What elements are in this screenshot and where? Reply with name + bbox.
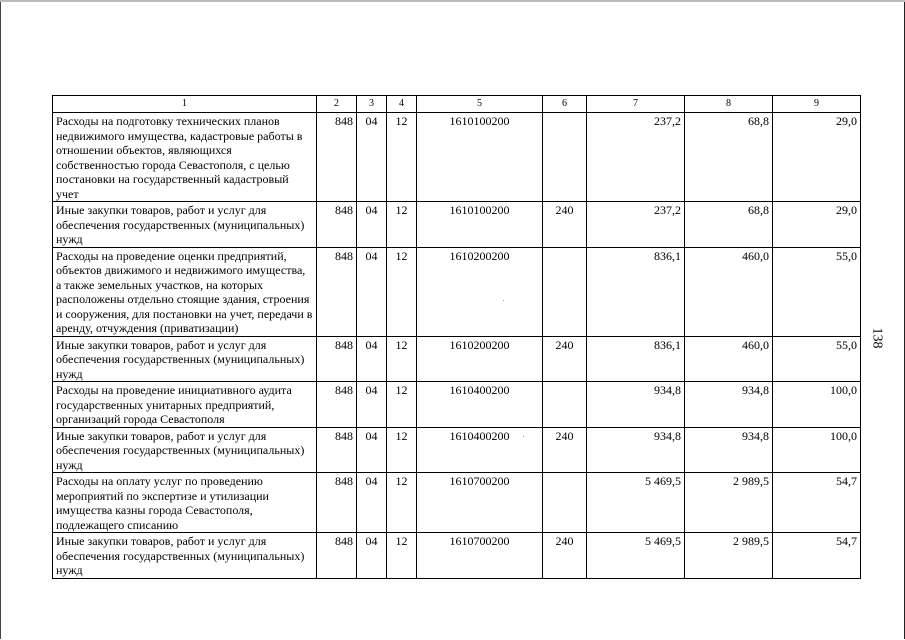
- expense-type-cell: 240: [543, 427, 587, 473]
- actual-amount-cell: 460,0: [685, 247, 773, 336]
- header-cell: 3: [357, 96, 387, 113]
- header-cell: 7: [587, 96, 685, 113]
- table-row: [53, 427, 861, 473]
- code-subsection-cell: 12: [387, 247, 417, 336]
- table-row: [53, 202, 861, 248]
- code-section-cell: 04: [357, 473, 387, 533]
- table-row: [53, 113, 861, 202]
- code-subsection-cell: 12: [387, 427, 417, 473]
- scan-speck: [523, 436, 524, 437]
- code-section-cell: 04: [357, 533, 387, 579]
- row-name-cell: Иные закупки товаров, работ и услуг для обеспечения государственных (муниципальных) нужд: [53, 533, 317, 579]
- row-name-cell: Расходы на оплату услуг по проведению мероприятий по экспертизе и утилизации имущества казны города Севастополя, подлежащего списанию: [53, 473, 317, 533]
- row-name-cell: Расходы на проведение инициативного аудита государственных унитарных предприятий, организаций города Севастополя: [53, 382, 317, 428]
- code-section-cell: 04: [357, 427, 387, 473]
- budget-table: [52, 95, 861, 579]
- code-subsection-cell: 12: [387, 533, 417, 579]
- percent-cell: 100,0: [773, 382, 861, 428]
- plan-amount-cell: 836,1: [587, 336, 685, 382]
- code-admin-cell: 848: [317, 427, 357, 473]
- code-subsection-cell: 12: [387, 336, 417, 382]
- scan-speck: [503, 300, 504, 301]
- actual-amount-cell: 2 989,5: [685, 533, 773, 579]
- actual-amount-cell: 460,0: [685, 336, 773, 382]
- code-section-cell: 04: [357, 382, 387, 428]
- plan-amount-cell: 5 469,5: [587, 473, 685, 533]
- header-cell: 1: [53, 96, 317, 113]
- code-section-cell: 04: [357, 247, 387, 336]
- code-admin-cell: 848: [317, 336, 357, 382]
- code-subsection-cell: 12: [387, 473, 417, 533]
- percent-cell: 29,0: [773, 113, 861, 202]
- percent-cell: 54,7: [773, 533, 861, 579]
- percent-cell: 100,0: [773, 427, 861, 473]
- code-subsection-cell: 12: [387, 202, 417, 248]
- target-article-cell: 1610400200: [417, 382, 543, 428]
- target-article-cell: 1610200200: [417, 247, 543, 336]
- plan-amount-cell: 836,1: [587, 247, 685, 336]
- row-name-cell: Иные закупки товаров, работ и услуг для обеспечения государственных (муниципальных) нужд: [53, 336, 317, 382]
- plan-amount-cell: 237,2: [587, 113, 685, 202]
- percent-cell: 29,0: [773, 202, 861, 248]
- actual-amount-cell: 68,8: [685, 202, 773, 248]
- table-row: [53, 382, 861, 428]
- percent-cell: 55,0: [773, 247, 861, 336]
- target-article-cell: 1610200200: [417, 336, 543, 382]
- code-admin-cell: 848: [317, 247, 357, 336]
- header-cell: 9: [773, 96, 861, 113]
- code-admin-cell: 848: [317, 533, 357, 579]
- expense-type-cell: 240: [543, 336, 587, 382]
- expense-type-cell: [543, 113, 587, 202]
- expense-type-cell: [543, 247, 587, 336]
- actual-amount-cell: 68,8: [685, 113, 773, 202]
- table-header-row: [53, 96, 861, 113]
- row-name-cell: Расходы на подготовку технических планов недвижимого имущества, кадастровые работы в отношении объектов, являющихся собственностью города Севастополя, с целью постановки на государственный кадастровый учет: [53, 113, 317, 202]
- row-name-cell: Иные закупки товаров, работ и услуг для обеспечения государственных (муниципальных) нужд: [53, 202, 317, 248]
- target-article-cell: 1610400200: [417, 427, 543, 473]
- target-article-cell: 1610700200: [417, 473, 543, 533]
- percent-cell: 54,7: [773, 473, 861, 533]
- table-row: [53, 336, 861, 382]
- page-number: 138: [869, 327, 885, 349]
- actual-amount-cell: 934,8: [685, 427, 773, 473]
- table-row: [53, 247, 861, 336]
- scan-edge: [0, 0, 905, 2]
- target-article-cell: 1610700200: [417, 533, 543, 579]
- expense-type-cell: 240: [543, 202, 587, 248]
- code-section-cell: 04: [357, 113, 387, 202]
- header-cell: 6: [543, 96, 587, 113]
- code-admin-cell: 848: [317, 473, 357, 533]
- plan-amount-cell: 934,8: [587, 427, 685, 473]
- code-subsection-cell: 12: [387, 113, 417, 202]
- table-row: [53, 533, 861, 579]
- table-row: [53, 473, 861, 533]
- expense-type-cell: [543, 473, 587, 533]
- expense-type-cell: 240: [543, 533, 587, 579]
- code-subsection-cell: 12: [387, 382, 417, 428]
- header-cell: 2: [317, 96, 357, 113]
- actual-amount-cell: 934,8: [685, 382, 773, 428]
- percent-cell: 55,0: [773, 336, 861, 382]
- plan-amount-cell: 934,8: [587, 382, 685, 428]
- row-name-cell: Иные закупки товаров, работ и услуг для обеспечения государственных (муниципальных) нужд: [53, 427, 317, 473]
- plan-amount-cell: 237,2: [587, 202, 685, 248]
- header-cell: 5: [417, 96, 543, 113]
- code-section-cell: 04: [357, 202, 387, 248]
- header-cell: 8: [685, 96, 773, 113]
- code-section-cell: 04: [357, 336, 387, 382]
- row-name-cell: Расходы на проведение оценки предприятий, объектов движимого и недвижимого имущества, а также земельных участков, на которых расположены отдельно стоящие здания, строения и сооружения, для постановки на учет, передачи в аренду, отчуждения (приватизации): [53, 247, 317, 336]
- plan-amount-cell: 5 469,5: [587, 533, 685, 579]
- target-article-cell: 1610100200: [417, 202, 543, 248]
- code-admin-cell: 848: [317, 382, 357, 428]
- code-admin-cell: 848: [317, 202, 357, 248]
- header-cell: 4: [387, 96, 417, 113]
- actual-amount-cell: 2 989,5: [685, 473, 773, 533]
- target-article-cell: 1610100200: [417, 113, 543, 202]
- expense-type-cell: [543, 382, 587, 428]
- code-admin-cell: 848: [317, 113, 357, 202]
